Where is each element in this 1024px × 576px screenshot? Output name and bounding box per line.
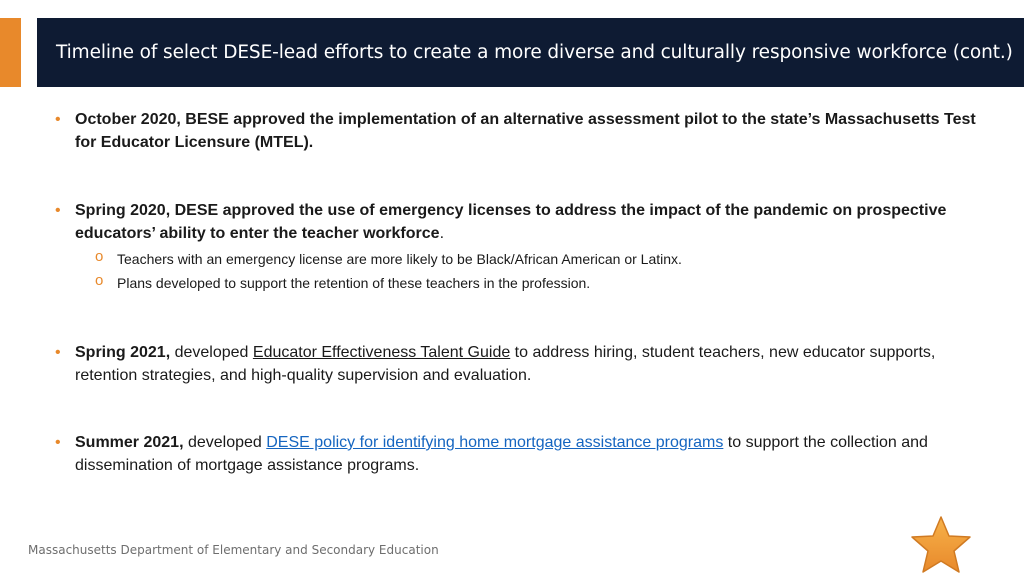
bullet-text: . xyxy=(439,225,445,242)
sub-bullet-text: Plans developed to support the retention of these teachers in the profession. xyxy=(117,275,591,291)
sub-bullet-emergency-license xyxy=(55,249,990,269)
title-bar xyxy=(37,18,1024,87)
bullet-text: to support the collection and dissemination of mortgage assistance programs. xyxy=(75,434,928,474)
bullet-spring-2020 xyxy=(55,199,990,245)
bullet-bold-text: Spring 2021, xyxy=(75,344,171,361)
bullet-text: developed xyxy=(183,434,267,451)
sub-bullet-marker: o xyxy=(95,248,104,265)
sub-bullet-text: Teachers with an emergency license are more likely to be Black/African American or Latinx. xyxy=(117,251,682,267)
bullet-summer-2021 xyxy=(55,431,990,477)
slide-content xyxy=(55,108,990,477)
footer-organization: Massachusetts Department of Elementary and Secondary Education xyxy=(28,543,439,557)
star-icon xyxy=(908,514,974,576)
sub-bullet-marker: o xyxy=(95,272,104,289)
bullet-text: developed xyxy=(170,344,253,361)
sub-bullet-retention-plans xyxy=(55,273,990,293)
talent-guide-link[interactable]: Educator Effectiveness Talent Guide xyxy=(252,344,511,361)
bullet-october-2020 xyxy=(55,108,990,154)
bullet-bold-text: October 2020, BESE approved the implementation of an alternative assessment pilot to the state’s Massachusetts Test for Educator Licensure (MTEL). xyxy=(75,111,976,151)
mortgage-policy-link[interactable]: DESE policy for identifying home mortgage assistance programs xyxy=(266,434,724,451)
bullet-text: to address hiring, student teachers, new educator supports, retention strategies, and high-quality supervision and evaluation. xyxy=(75,344,936,384)
bullet-bold-text: Spring 2020, DESE approved the use of emergency licenses to address the impact of the pandemic on prospective educators’ ability to enter the teacher workforce xyxy=(75,202,947,242)
page-title: Timeline of select DESE-lead efforts to create a more diverse and culturally responsive workforce (cont.) xyxy=(56,42,1013,63)
bullet-bold-text: Summer 2021, xyxy=(75,434,184,451)
accent-bar xyxy=(0,18,21,87)
bullet-spring-2021 xyxy=(55,341,990,387)
